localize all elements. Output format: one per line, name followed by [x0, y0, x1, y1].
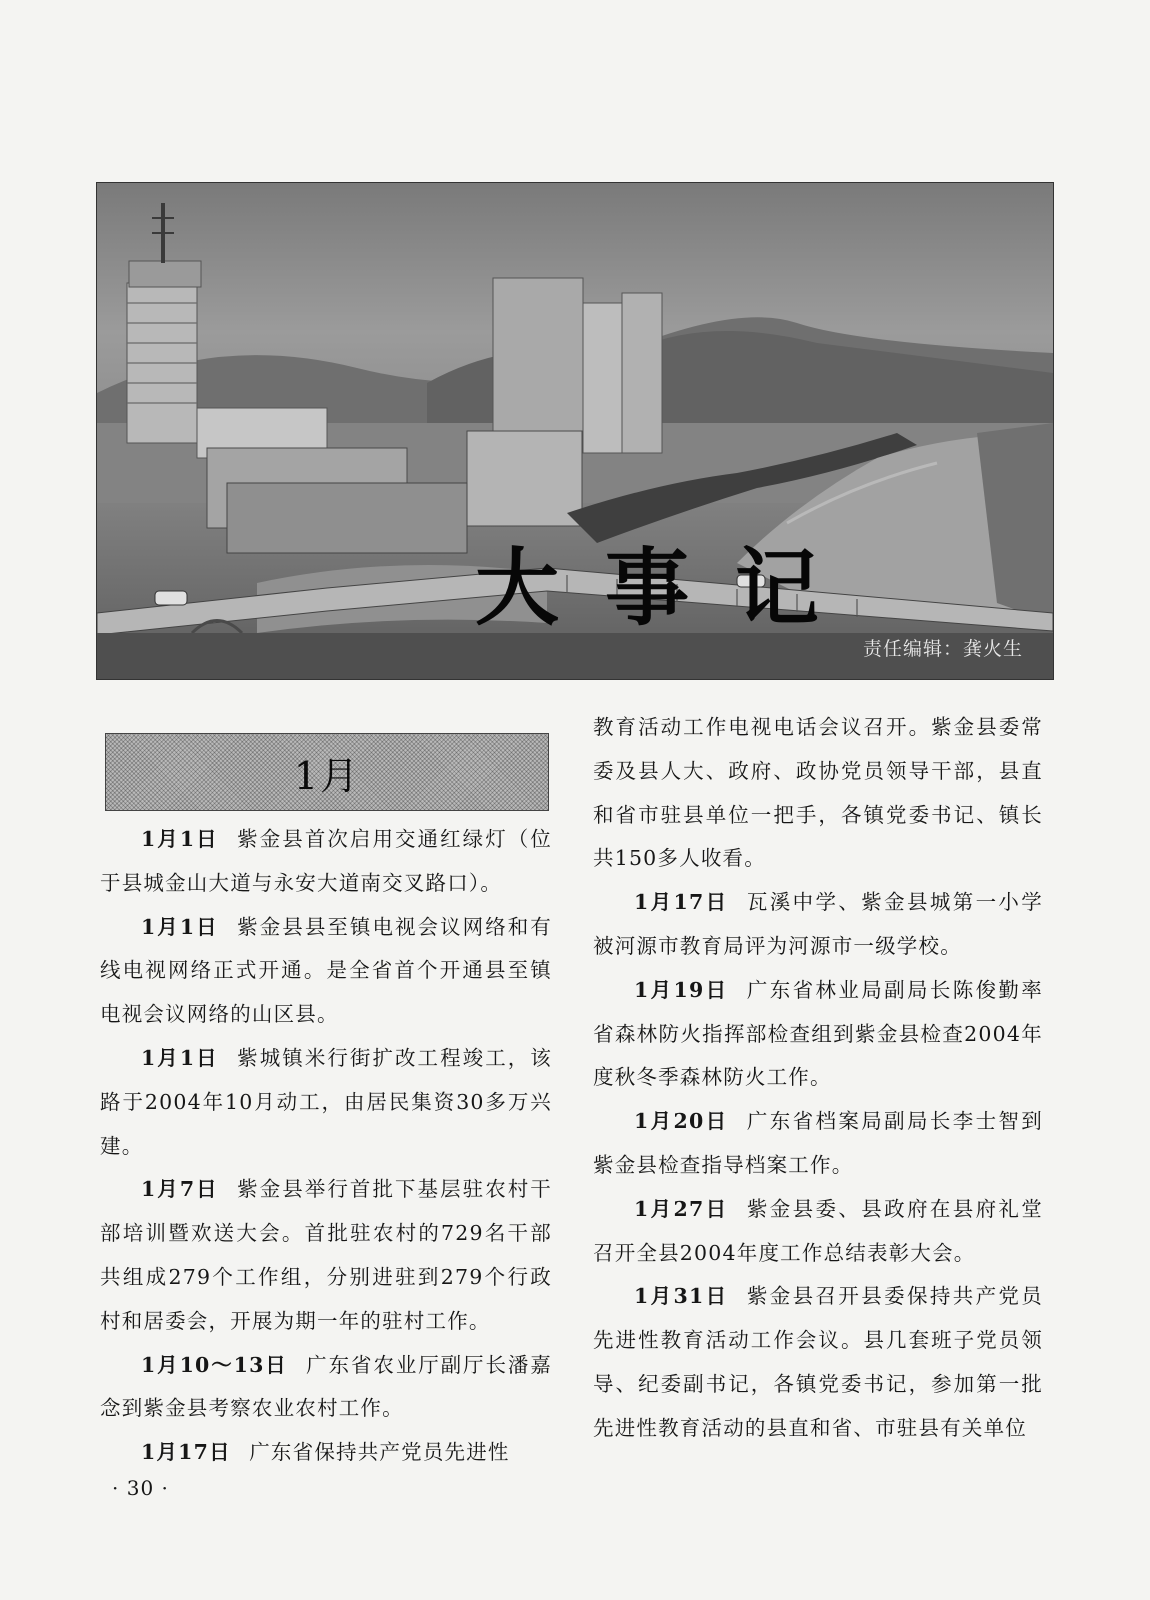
entry-date: 1月20日 [634, 1109, 729, 1134]
chronicle-entry [100, 818, 552, 906]
entry-date: 1月1日 [141, 914, 219, 939]
chronicle-entry-continued [593, 706, 1043, 881]
page-number: · 30 · [112, 1476, 169, 1500]
entry-text: 广东省农业厅副厅长潘嘉念到紫金县考察农业农村工作。 [100, 1352, 553, 1421]
banner-title: 大事记 [475, 539, 866, 637]
entry-text: 广东省林业局副局长陈俊勤率省森林防火指挥部检查组到紫金县检查2004年度秋冬季森林防火工作。 [593, 977, 1043, 1090]
entry-text: 紫城镇米行街扩改工程竣工，该路于2004年10月动工，由居民集资30多万兴建。 [100, 1045, 552, 1158]
chronicle-entry [593, 969, 1043, 1100]
entry-date: 1月17日 [141, 1440, 231, 1465]
entry-date: 1月19日 [634, 977, 729, 1002]
chronicle-entry [593, 881, 1043, 969]
left-column [100, 818, 552, 1475]
chronicle-entry [593, 1275, 1043, 1450]
entry-date: 1月1日 [141, 827, 219, 851]
entry-date: 1月17日 [634, 890, 729, 915]
entry-text: 广东省保持共产党员先进性 [249, 1440, 510, 1465]
entry-text: 紫金县首次启用交通红绿灯（位于县城金山大道与永安大道南交叉路口）。 [100, 827, 552, 895]
chronicle-entry [100, 1344, 552, 1432]
entry-date: 1月27日 [634, 1196, 729, 1221]
entry-text: 紫金县召开县委保持共产党员先进性教育活动工作会议。县几套班子党员领导、纪委副书记，各镇党委书记，参加第一批先进性教育活动的县直和省、市驻县有关单位 [593, 1284, 1043, 1440]
entry-text: 紫金县举行首批下基层驻农村干部培训暨欢送大会。首批驻农村的729名干部共组成279个工作组，分别进驻到279个行政村和居委会，开展为期一年的驻村工作。 [100, 1177, 552, 1333]
entry-date: 1月31日 [634, 1284, 729, 1309]
entry-text: 紫金县委、县政府在县府礼堂召开全县2004年度工作总结表彰大会。 [593, 1196, 1043, 1265]
entry-text: 教育活动工作电视电话会议召开。紫金县委常委及县人大、政府、政协党员领导干部，县直和省市驻县单位一把手，各镇党委书记、镇长共150多人收看。 [593, 715, 1043, 871]
entry-text: 瓦溪中学、紫金县城第一小学被河源市教育局评为河源市一级学校。 [593, 890, 1043, 958]
entry-text: 广东省档案局副局长李士智到紫金县检查指导档案工作。 [593, 1109, 1043, 1177]
banner-photo [96, 182, 1054, 680]
chronicle-entry [593, 1100, 1043, 1188]
entry-date: 1月10～13日 [141, 1352, 288, 1377]
month-heading: 1月 [293, 753, 361, 798]
chronicle-entry [100, 906, 552, 1037]
entry-text: 紫金县县至镇电视会议网络和有线电视网络正式开通。是全省首个开通县至镇电视会议网络的山区县。 [100, 914, 552, 1027]
chronicle-entry [100, 1168, 552, 1343]
right-column [593, 706, 1043, 1451]
entry-date: 1月1日 [141, 1045, 219, 1070]
month-heading-box [105, 733, 549, 811]
chronicle-entry [100, 1037, 552, 1168]
entry-date: 1月7日 [141, 1177, 219, 1202]
editor-credit: 责任编辑：龚火生 [862, 638, 1023, 660]
chronicle-entry [593, 1188, 1043, 1276]
chronicle-entry [100, 1431, 552, 1475]
